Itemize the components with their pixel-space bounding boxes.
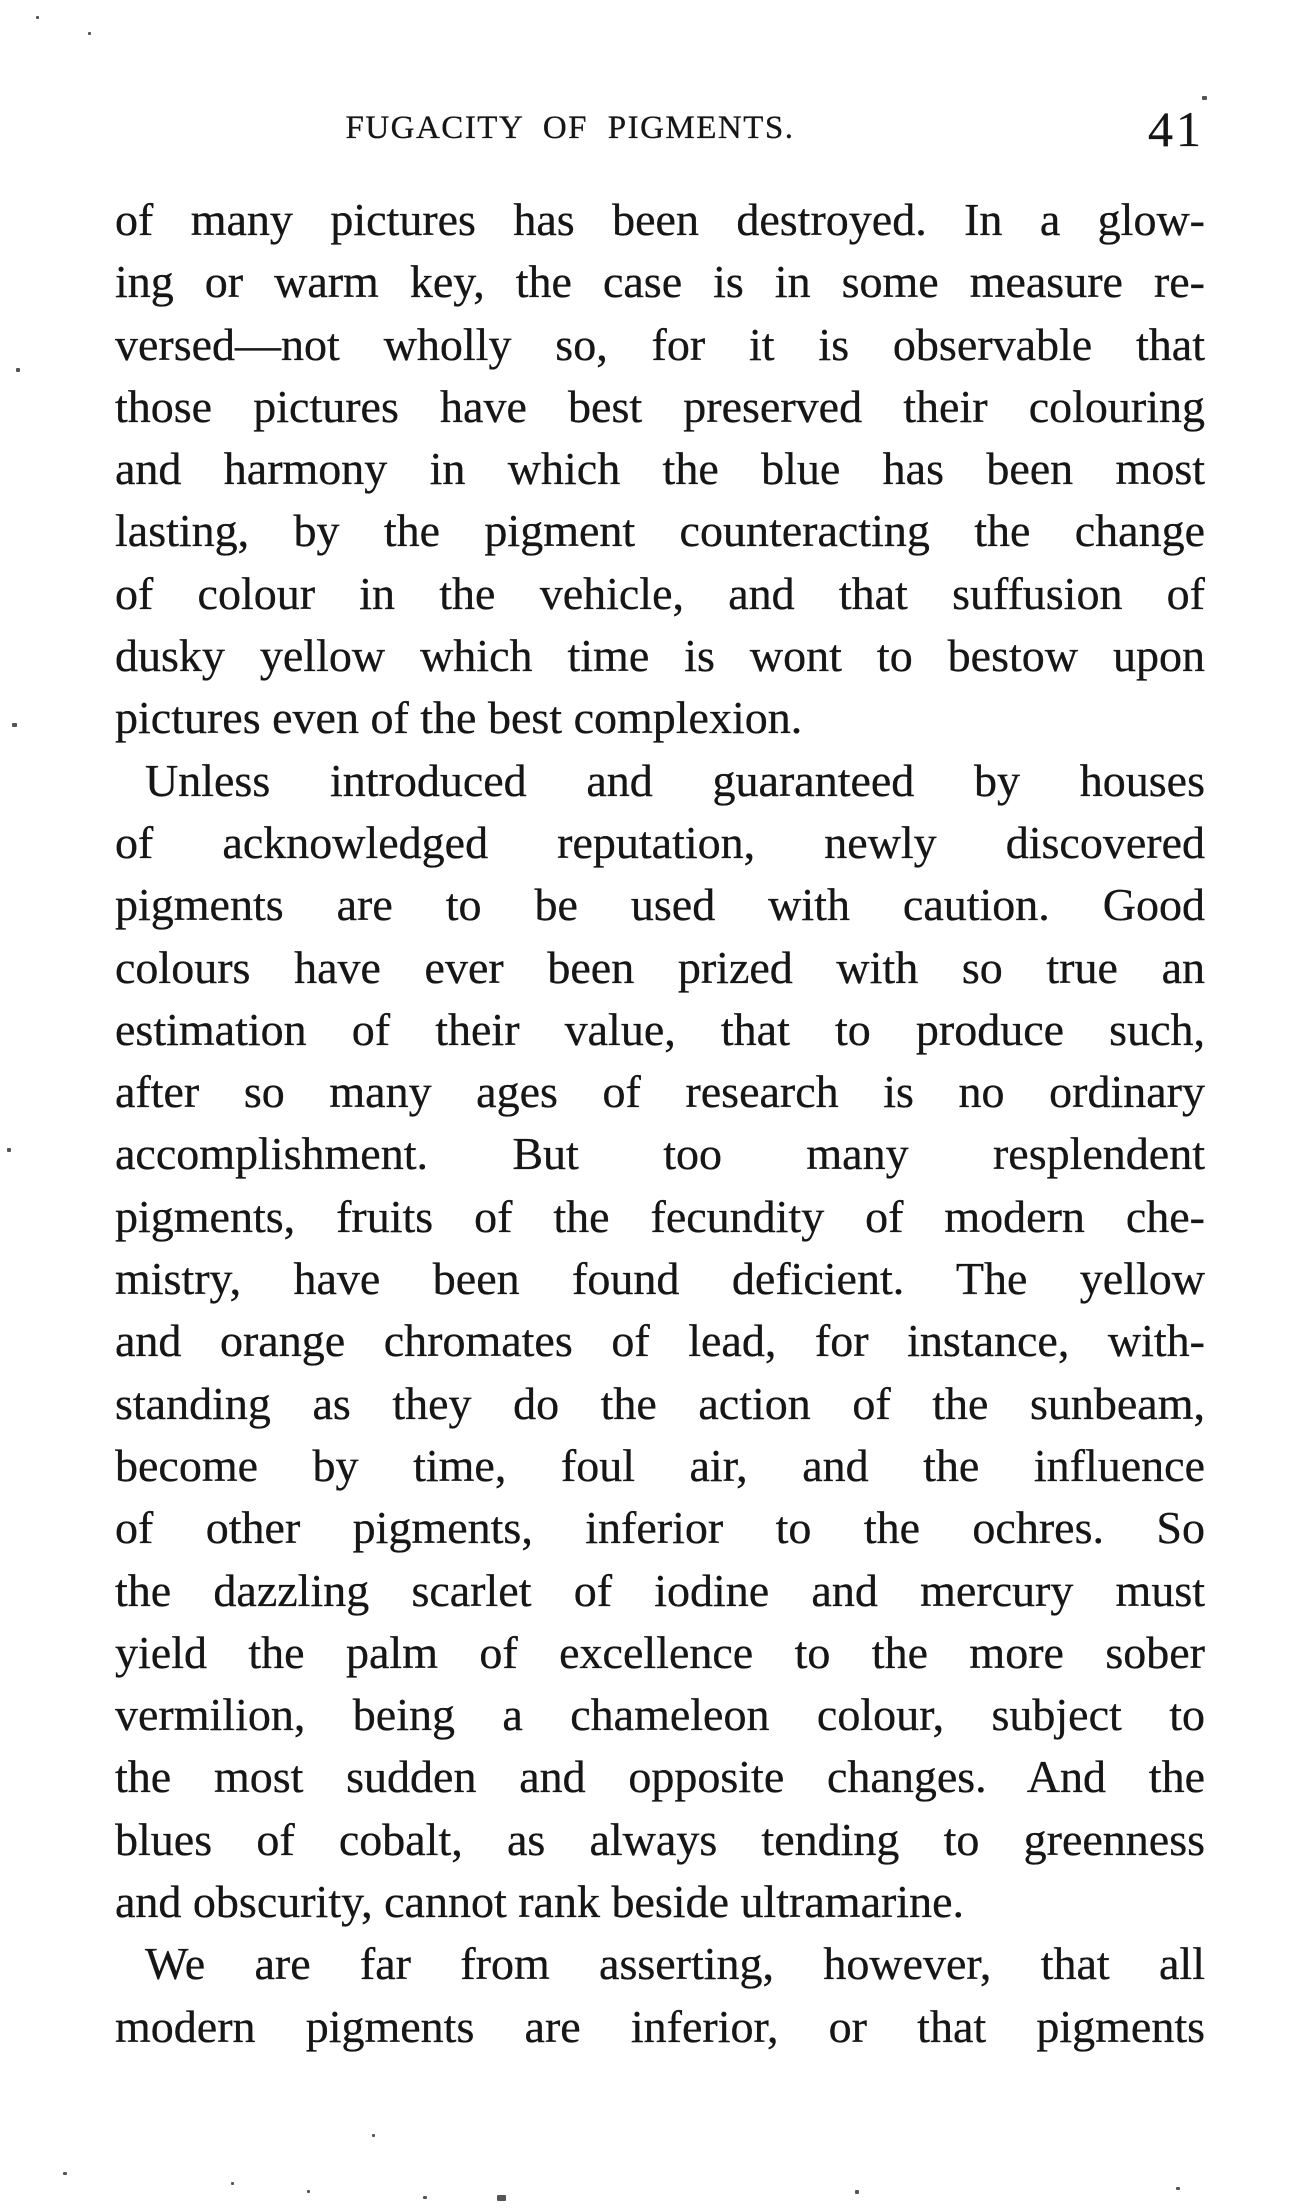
scan-speck [16,368,20,372]
text-line: modern pigments are inferior, or that pigments [115,2000,1205,2052]
scan-speck [36,16,39,19]
scan-speck [7,1148,11,1152]
scan-speck [855,2190,859,2194]
text-line: become by time, foul air, and the influence [115,1439,1205,1491]
text-line: of acknowledged reputation, newly discovered [115,816,1205,868]
text-line: the dazzling scarlet of iodine and mercury must [115,1564,1205,1616]
text-line: We are far from asserting, however, that all [145,1938,1205,1990]
body-text-block [115,189,1205,2058]
text-line: accomplishment. But too many resplendent [115,1128,1205,1180]
text-line: ing or warm key, the case is in some measure re- [115,256,1205,308]
scan-speck [88,32,91,35]
text-line: pictures even of the best complexion. [115,692,803,744]
text-line: yield the palm of excellence to the more sober [115,1626,1205,1678]
text-line: and orange chromates of lead, for instance, with- [115,1315,1205,1367]
scan-speck [231,2182,234,2185]
text-line: lasting, by the pigment counteracting the change [115,505,1205,557]
text-line: blues of cobalt, as always tending to greenness [115,1813,1205,1865]
scan-speck [12,723,17,727]
text-line: colours have ever been prized with so true an [115,941,1205,993]
text-line: those pictures have best preserved their colouring [115,380,1205,432]
running-header-title: FUGACITY OF PIGMENTS. [345,110,795,146]
scan-speck [372,2134,375,2137]
page-number: 41 [1148,101,1204,157]
scan-speck [1176,2187,1180,2190]
text-line: of other pigments, inferior to the ochres. So [115,1502,1205,1554]
text-line: dusky yellow which time is wont to bestow upon [115,630,1205,682]
text-line: Unless introduced and guaranteed by houses [145,754,1205,806]
text-line: standing as they do the action of the sunbeam, [115,1377,1205,1429]
scan-speck [423,2196,427,2199]
text-line: the most sudden and opposite changes. And the [115,1751,1205,1803]
text-line: mistry, have been found deficient. The yellow [115,1253,1205,1305]
text-line: versed—not wholly so, for it is observable that [115,318,1205,370]
text-line: and obscurity, cannot rank beside ultramarine. [115,1876,965,1928]
text-line: and harmony in which the blue has been most [115,443,1205,495]
text-line: estimation of their value, that to produce such, [115,1003,1205,1055]
scan-speck [63,2172,67,2175]
scan-speck [1202,96,1207,100]
text-line: pigments, fruits of the fecundity of modern che- [115,1190,1205,1242]
text-line: of colour in the vehicle, and that suffusion of [115,567,1205,619]
scan-speck [497,2195,506,2201]
text-line: vermilion, being a chameleon colour, subject to [115,1689,1205,1741]
text-line: of many pictures has been destroyed. In a glow- [115,194,1205,245]
text-line: after so many ages of research is no ordinary [115,1066,1205,1118]
text-line: pigments are to be used with caution. Good [115,879,1205,931]
scan-speck [307,2190,310,2193]
